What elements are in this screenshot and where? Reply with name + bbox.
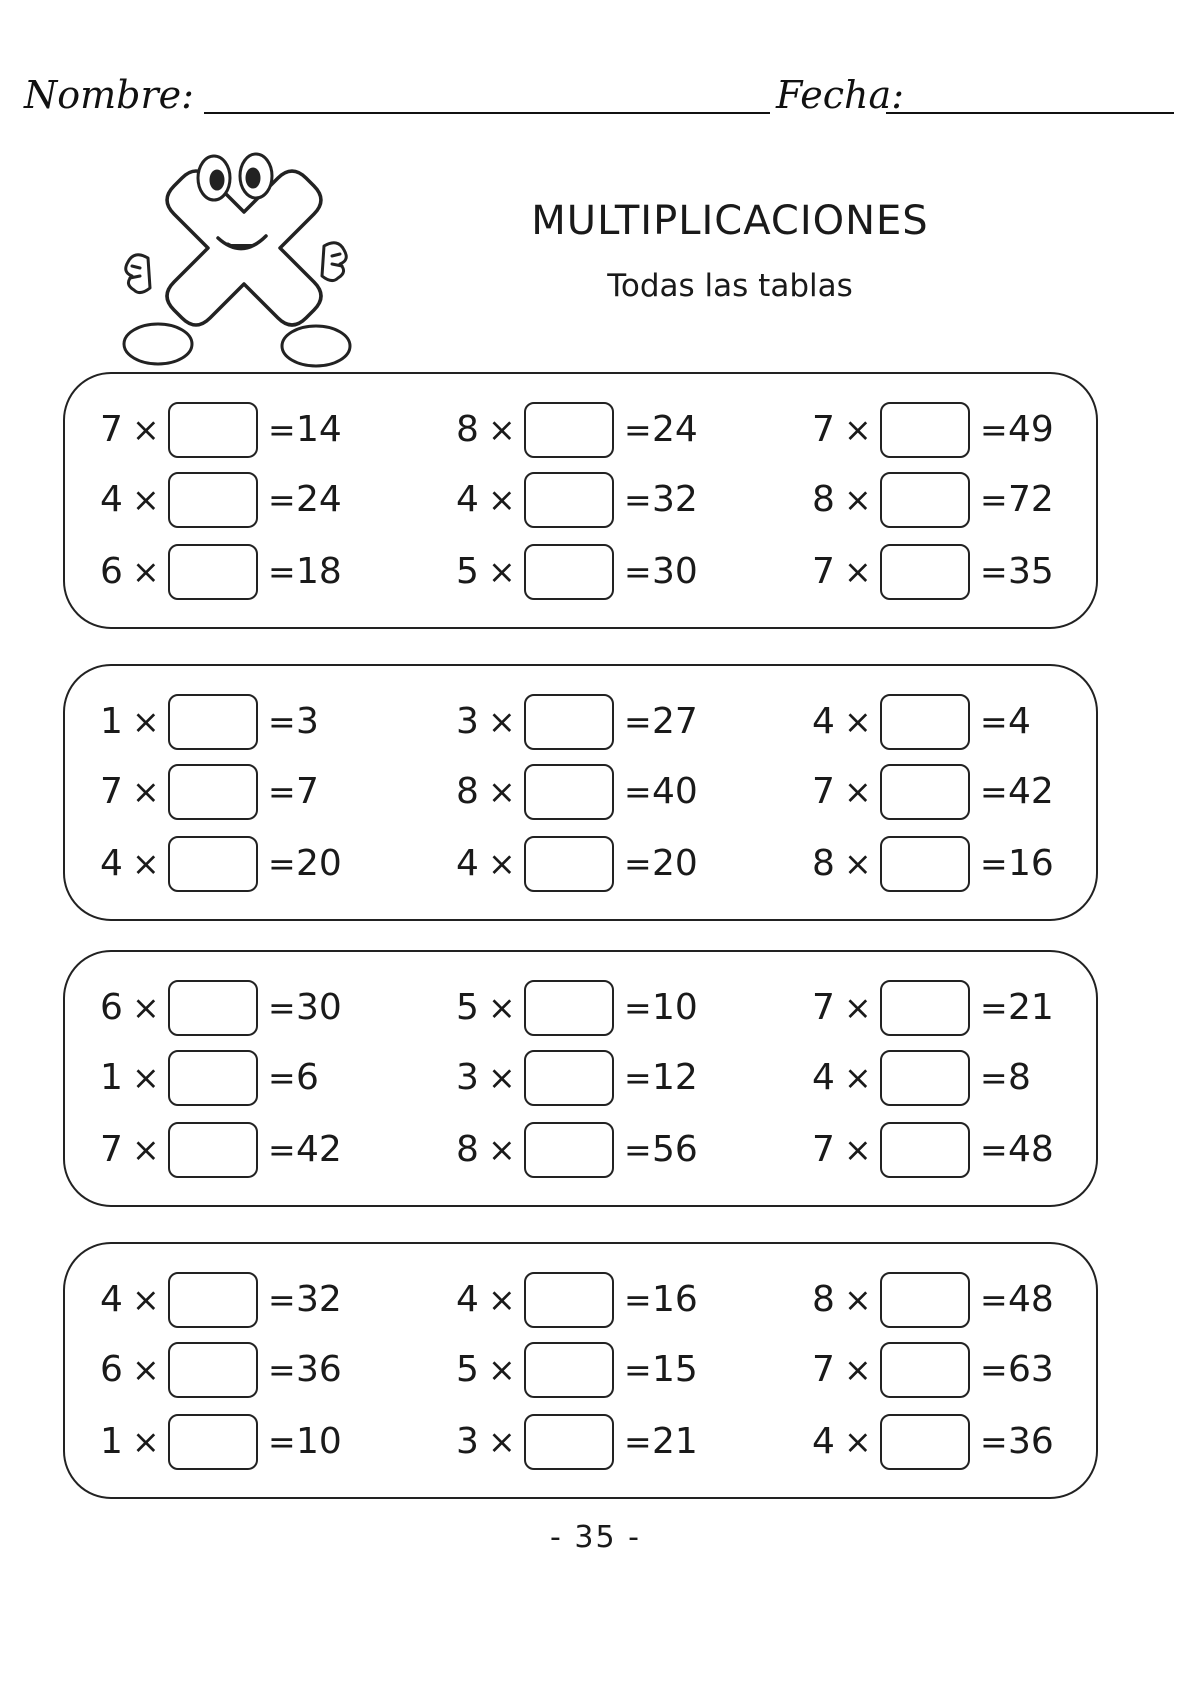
answer-box[interactable] xyxy=(168,836,258,892)
product: 32 xyxy=(652,479,698,520)
answer-box[interactable] xyxy=(524,764,614,820)
product: 49 xyxy=(1008,409,1054,450)
times-sign: × xyxy=(488,480,516,519)
factor: 8 xyxy=(812,843,835,884)
factor: 7 xyxy=(100,409,123,450)
answer-box[interactable] xyxy=(880,1414,970,1470)
equals-sign: = xyxy=(268,844,296,883)
times-sign: × xyxy=(132,1058,160,1097)
times-sign: × xyxy=(488,702,516,741)
times-sign: × xyxy=(488,1350,516,1389)
name-field[interactable] xyxy=(204,112,770,114)
product: 63 xyxy=(1008,1349,1054,1390)
product: 42 xyxy=(296,1129,342,1170)
multiplication-problem xyxy=(812,1122,1132,1178)
factor: 4 xyxy=(456,843,479,884)
product: 72 xyxy=(1008,479,1054,520)
product: 24 xyxy=(296,479,342,520)
factor: 3 xyxy=(456,701,479,742)
answer-box[interactable] xyxy=(168,472,258,528)
product: 36 xyxy=(1008,1421,1054,1462)
factor: 7 xyxy=(100,771,123,812)
product: 16 xyxy=(652,1279,698,1320)
factor: 8 xyxy=(456,771,479,812)
answer-box[interactable] xyxy=(524,980,614,1036)
times-sign: × xyxy=(488,410,516,449)
date-field[interactable] xyxy=(886,112,1174,114)
times-sign: × xyxy=(844,1058,872,1097)
times-sign: × xyxy=(844,844,872,883)
multiplication-problem xyxy=(456,1414,776,1470)
multiplication-problem xyxy=(456,544,776,600)
product: 20 xyxy=(652,843,698,884)
multiplication-problem xyxy=(100,544,420,600)
product: 48 xyxy=(1008,1129,1054,1170)
equals-sign: = xyxy=(980,552,1008,591)
answer-box[interactable] xyxy=(880,1122,970,1178)
multiplication-problem xyxy=(456,472,776,528)
answer-box[interactable] xyxy=(168,1122,258,1178)
answer-box[interactable] xyxy=(524,1050,614,1106)
product: 10 xyxy=(296,1421,342,1462)
multiplication-problem xyxy=(100,836,420,892)
answer-box[interactable] xyxy=(168,544,258,600)
worksheet-subtitle: Todas las tablas xyxy=(607,268,853,304)
answer-box[interactable] xyxy=(880,472,970,528)
multiplication-problem xyxy=(812,764,1132,820)
multiplication-problem xyxy=(456,764,776,820)
multiplication-problem xyxy=(456,980,776,1036)
product: 8 xyxy=(1008,1057,1031,1098)
answer-box[interactable] xyxy=(524,836,614,892)
equals-sign: = xyxy=(624,1130,652,1169)
answer-box[interactable] xyxy=(524,472,614,528)
equals-sign: = xyxy=(980,1350,1008,1389)
factor: 4 xyxy=(456,479,479,520)
multiplication-problem xyxy=(100,1272,420,1328)
product: 24 xyxy=(652,409,698,450)
answer-box[interactable] xyxy=(880,980,970,1036)
factor: 6 xyxy=(100,1349,123,1390)
factor: 5 xyxy=(456,551,479,592)
equals-sign: = xyxy=(268,1280,296,1319)
times-sign: × xyxy=(132,1422,160,1461)
answer-box[interactable] xyxy=(524,1414,614,1470)
multiplication-problem xyxy=(100,1414,420,1470)
times-sign: × xyxy=(844,772,872,811)
equals-sign: = xyxy=(624,1280,652,1319)
multiplication-problem xyxy=(100,402,420,458)
multiplication-problem xyxy=(456,1050,776,1106)
answer-box[interactable] xyxy=(880,764,970,820)
multiplication-problem xyxy=(812,694,1132,750)
multiplication-problem xyxy=(100,764,420,820)
factor: 6 xyxy=(100,987,123,1028)
factor: 7 xyxy=(100,1129,123,1170)
times-sign: × xyxy=(488,1058,516,1097)
times-sign: × xyxy=(132,480,160,519)
equals-sign: = xyxy=(268,1350,296,1389)
product: 12 xyxy=(652,1057,698,1098)
equals-sign: = xyxy=(980,1422,1008,1461)
answer-box[interactable] xyxy=(880,1050,970,1106)
factor: 3 xyxy=(456,1057,479,1098)
equals-sign: = xyxy=(268,480,296,519)
answer-box[interactable] xyxy=(524,402,614,458)
answer-box[interactable] xyxy=(880,544,970,600)
equals-sign: = xyxy=(624,772,652,811)
factor: 4 xyxy=(100,479,123,520)
factor: 1 xyxy=(100,701,123,742)
product: 6 xyxy=(296,1057,319,1098)
factor: 8 xyxy=(812,479,835,520)
multiplication-problem xyxy=(456,694,776,750)
answer-box[interactable] xyxy=(880,694,970,750)
answer-box[interactable] xyxy=(524,1272,614,1328)
equals-sign: = xyxy=(980,772,1008,811)
times-sign: × xyxy=(132,1350,160,1389)
multiplication-problem xyxy=(100,980,420,1036)
equals-sign: = xyxy=(268,702,296,741)
multiplication-problem xyxy=(456,402,776,458)
times-sign: × xyxy=(132,1280,160,1319)
equals-sign: = xyxy=(624,480,652,519)
equals-sign: = xyxy=(980,702,1008,741)
equals-sign: = xyxy=(980,410,1008,449)
multiplication-problem xyxy=(456,1272,776,1328)
product: 10 xyxy=(652,987,698,1028)
product: 40 xyxy=(652,771,698,812)
answer-box[interactable] xyxy=(880,402,970,458)
multiplication-problem xyxy=(100,472,420,528)
equals-sign: = xyxy=(624,1058,652,1097)
answer-box[interactable] xyxy=(168,764,258,820)
product: 7 xyxy=(296,771,319,812)
times-sign: × xyxy=(844,1280,872,1319)
multiplication-problem xyxy=(812,836,1132,892)
equals-sign: = xyxy=(268,1422,296,1461)
factor: 6 xyxy=(100,551,123,592)
worksheet-title: MULTIPLICACIONES xyxy=(531,198,929,244)
factor: 4 xyxy=(456,1279,479,1320)
times-sign: × xyxy=(488,844,516,883)
product: 14 xyxy=(296,409,342,450)
product: 56 xyxy=(652,1129,698,1170)
factor: 4 xyxy=(100,1279,123,1320)
product: 18 xyxy=(296,551,342,592)
product: 15 xyxy=(652,1349,698,1390)
times-sign: × xyxy=(844,410,872,449)
factor: 7 xyxy=(812,1129,835,1170)
answer-box[interactable] xyxy=(168,1050,258,1106)
product: 48 xyxy=(1008,1279,1054,1320)
times-sign: × xyxy=(488,988,516,1027)
answer-box[interactable] xyxy=(880,836,970,892)
times-sign: × xyxy=(132,844,160,883)
multiplication-problem xyxy=(456,1342,776,1398)
answer-box[interactable] xyxy=(880,1272,970,1328)
times-sign: × xyxy=(132,552,160,591)
equals-sign: = xyxy=(268,1130,296,1169)
product: 20 xyxy=(296,843,342,884)
equals-sign: = xyxy=(624,988,652,1027)
multiplication-problem xyxy=(812,1050,1132,1106)
factor: 1 xyxy=(100,1057,123,1098)
equals-sign: = xyxy=(624,702,652,741)
factor: 3 xyxy=(456,1421,479,1462)
factor: 8 xyxy=(812,1279,835,1320)
answer-box[interactable] xyxy=(168,1272,258,1328)
factor: 7 xyxy=(812,409,835,450)
multiplication-problem xyxy=(812,472,1132,528)
multiplication-problem xyxy=(812,1272,1132,1328)
times-sign: × xyxy=(488,1422,516,1461)
times-sign: × xyxy=(844,1422,872,1461)
product: 21 xyxy=(652,1421,698,1462)
factor: 7 xyxy=(812,771,835,812)
answer-box[interactable] xyxy=(168,1414,258,1470)
multiplication-problem xyxy=(812,980,1132,1036)
equals-sign: = xyxy=(980,1280,1008,1319)
product: 30 xyxy=(652,551,698,592)
times-sign: × xyxy=(132,410,160,449)
product: 30 xyxy=(296,987,342,1028)
times-sign: × xyxy=(844,1350,872,1389)
product: 32 xyxy=(296,1279,342,1320)
factor: 8 xyxy=(456,409,479,450)
factor: 4 xyxy=(812,1421,835,1462)
multiplication-problem xyxy=(100,694,420,750)
product: 27 xyxy=(652,701,698,742)
equals-sign: = xyxy=(268,410,296,449)
factor: 4 xyxy=(812,1057,835,1098)
answer-box[interactable] xyxy=(524,544,614,600)
equals-sign: = xyxy=(980,1058,1008,1097)
product: 3 xyxy=(296,701,319,742)
name-label: Nombre: xyxy=(24,73,194,117)
date-label: Fecha: xyxy=(776,73,904,117)
multiplication-problem xyxy=(456,1122,776,1178)
multiplication-problem xyxy=(812,1414,1132,1470)
factor: 4 xyxy=(812,701,835,742)
times-sign: × xyxy=(132,772,160,811)
multiplication-sign-mascot-icon xyxy=(118,150,358,380)
factor: 8 xyxy=(456,1129,479,1170)
times-sign: × xyxy=(488,772,516,811)
times-sign: × xyxy=(844,552,872,591)
answer-box[interactable] xyxy=(168,402,258,458)
answer-box[interactable] xyxy=(524,1342,614,1398)
multiplication-problem xyxy=(100,1342,420,1398)
product: 4 xyxy=(1008,701,1031,742)
multiplication-problem xyxy=(100,1050,420,1106)
equals-sign: = xyxy=(624,1422,652,1461)
equals-sign: = xyxy=(624,410,652,449)
answer-box[interactable] xyxy=(524,694,614,750)
times-sign: × xyxy=(844,480,872,519)
equals-sign: = xyxy=(624,844,652,883)
factor: 7 xyxy=(812,551,835,592)
factor: 7 xyxy=(812,987,835,1028)
factor: 5 xyxy=(456,987,479,1028)
times-sign: × xyxy=(488,552,516,591)
product: 21 xyxy=(1008,987,1054,1028)
equals-sign: = xyxy=(980,988,1008,1027)
answer-box[interactable] xyxy=(168,694,258,750)
times-sign: × xyxy=(488,1280,516,1319)
multiplication-problem xyxy=(812,402,1132,458)
equals-sign: = xyxy=(268,772,296,811)
equals-sign: = xyxy=(980,1130,1008,1169)
factor: 5 xyxy=(456,1349,479,1390)
times-sign: × xyxy=(132,988,160,1027)
multiplication-problem xyxy=(812,544,1132,600)
multiplication-problem xyxy=(812,1342,1132,1398)
product: 42 xyxy=(1008,771,1054,812)
multiplication-problem xyxy=(456,836,776,892)
answer-box[interactable] xyxy=(524,1122,614,1178)
times-sign: × xyxy=(132,1130,160,1169)
product: 16 xyxy=(1008,843,1054,884)
product: 36 xyxy=(296,1349,342,1390)
equals-sign: = xyxy=(268,988,296,1027)
equals-sign: = xyxy=(980,480,1008,519)
answer-box[interactable] xyxy=(880,1342,970,1398)
times-sign: × xyxy=(844,702,872,741)
times-sign: × xyxy=(132,702,160,741)
times-sign: × xyxy=(488,1130,516,1169)
answer-box[interactable] xyxy=(168,980,258,1036)
times-sign: × xyxy=(844,988,872,1027)
answer-box[interactable] xyxy=(168,1342,258,1398)
equals-sign: = xyxy=(624,552,652,591)
product: 35 xyxy=(1008,551,1054,592)
page-number: - 35 - xyxy=(550,1520,641,1555)
factor: 1 xyxy=(100,1421,123,1462)
factor: 7 xyxy=(812,1349,835,1390)
factor: 4 xyxy=(100,843,123,884)
equals-sign: = xyxy=(268,552,296,591)
equals-sign: = xyxy=(268,1058,296,1097)
equals-sign: = xyxy=(980,844,1008,883)
multiplication-problem xyxy=(100,1122,420,1178)
times-sign: × xyxy=(844,1130,872,1169)
equals-sign: = xyxy=(624,1350,652,1389)
